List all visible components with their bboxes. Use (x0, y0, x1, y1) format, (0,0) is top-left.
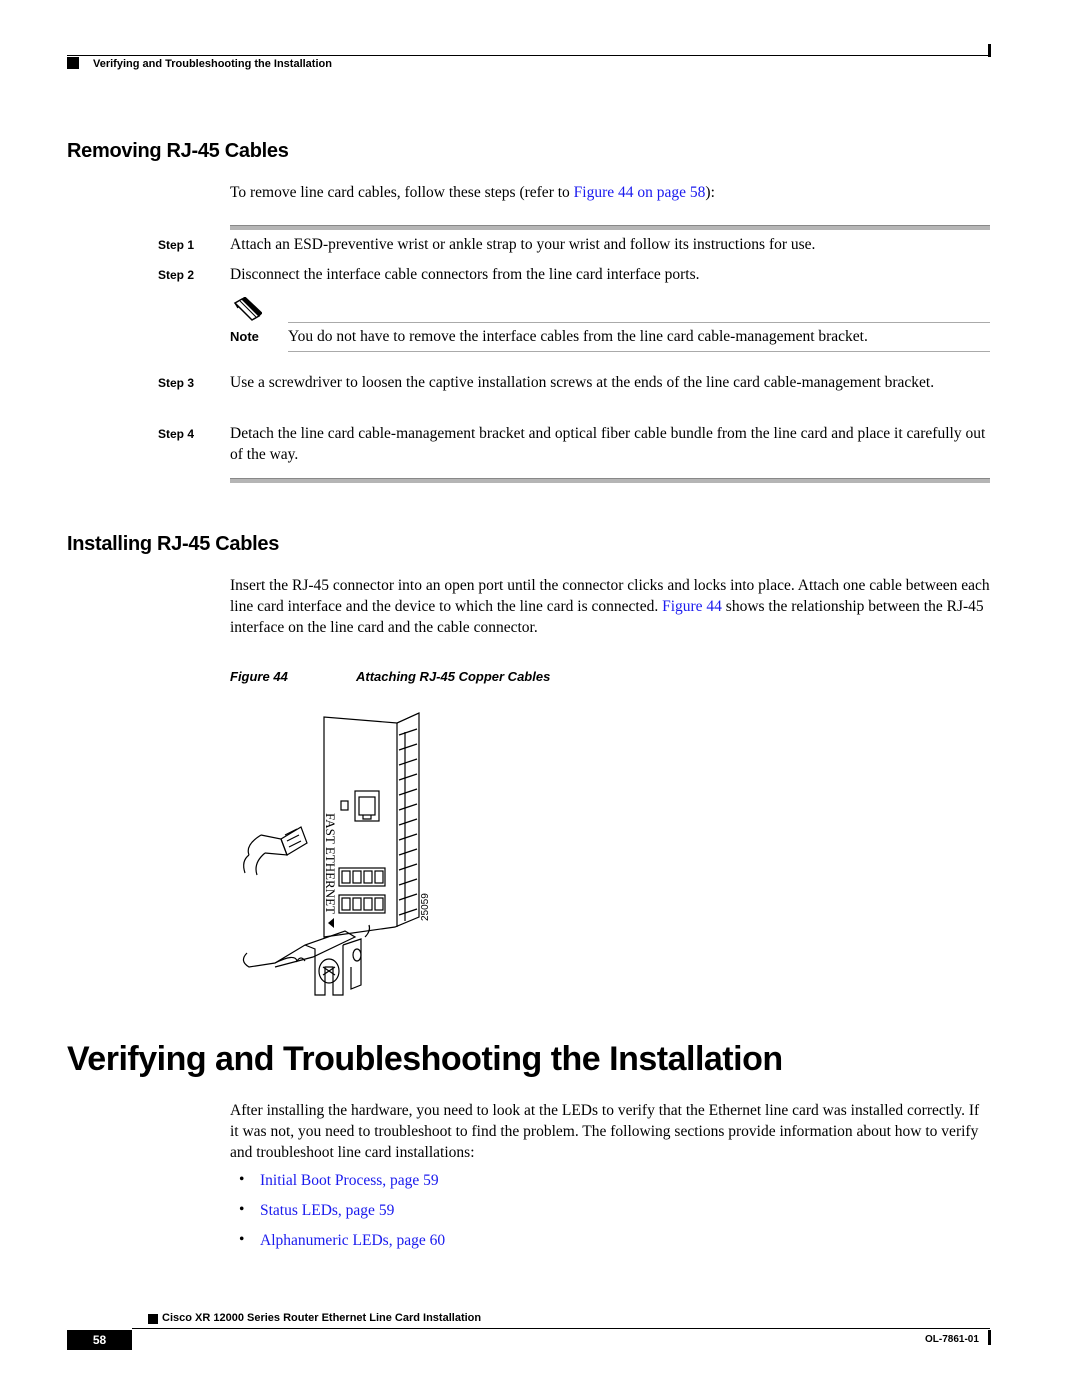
verifying-paragraph: After installing the hardware, you need to look at the LEDs to verify that the Ethernet line card was installed correctly. If it was not, you need to troubleshoot to find the problem. The following sections provide information about how to verify and troubleshoot line card installations: (230, 1102, 980, 1161)
removing-intro: To remove line card cables, follow these steps (refer to Figure 44 on page 58): (230, 184, 715, 201)
section-heading-removing: Removing RJ-45 Cables (67, 140, 289, 162)
header-rule (67, 55, 990, 56)
page-number: 58 (67, 1330, 132, 1350)
list-item (230, 1172, 730, 1202)
note-pencil-icon (232, 297, 262, 321)
step-4-label: Step 4 (158, 427, 195, 441)
link-list (230, 1172, 730, 1262)
procedure-bottom-rule (230, 478, 990, 483)
list-item (230, 1232, 730, 1262)
alphanumeric-leds-link[interactable]: Alphanumeric LEDs, page 60 (260, 1232, 446, 1249)
figure-caption: Attaching RJ-45 Copper Cables (356, 669, 551, 684)
step-1-label: Step 1 (158, 238, 195, 252)
footer-tick (988, 1330, 991, 1345)
footer-doc-number: OL-7861-01 (925, 1334, 979, 1345)
panel-label: FAST ETHERNET (323, 813, 338, 914)
step-3-label: Step 3 (158, 376, 195, 390)
figure-illustration (235, 705, 445, 1005)
procedure-top-rule (230, 225, 990, 230)
step-1-text: Attach an ESD-preventive wrist or ankle strap to your wrist and follow its instructions for use. (230, 236, 816, 253)
bullet-icon: • (239, 1201, 245, 1218)
line-card-drawing (235, 705, 445, 1005)
figure-number: Figure 44 (230, 669, 288, 684)
figure-44-link-2[interactable]: Figure 44 (662, 598, 722, 615)
note-bottom-rule (288, 351, 990, 352)
note-top-rule (288, 322, 990, 323)
bullet-icon: • (239, 1171, 245, 1188)
note-text: You do not have to remove the interface cables from the line card cable-management bracket. (288, 328, 868, 345)
footer-marker (148, 1314, 158, 1324)
footer-rule (132, 1328, 990, 1329)
status-leds-link[interactable]: Status LEDs, page 59 (260, 1202, 395, 1219)
step-4-text: Detach the line card cable-management bracket and optical fiber cable bundle from the line card and place it carefully out of the way. (230, 425, 986, 463)
chapter-title: Verifying and Troubleshooting the Installation (67, 1040, 783, 1078)
step-2-label: Step 2 (158, 268, 195, 282)
initial-boot-process-link[interactable]: Initial Boot Process, page 59 (260, 1172, 439, 1189)
art-id: 25059 (420, 893, 431, 921)
running-header: Verifying and Troubleshooting the Installation (93, 58, 332, 70)
figure-44-link[interactable]: Figure 44 on page 58 (573, 184, 706, 201)
section-heading-installing: Installing RJ-45 Cables (67, 533, 280, 555)
footer-doc-title: Cisco XR 12000 Series Router Ethernet Line Card Installation (162, 1312, 482, 1324)
installing-paragraph: Insert the RJ-45 connector into an open port until the connector clicks and locks into place. Attach one cable between each line card interface and the device to which the line card is connected. Figure 44 shows the relationship between the RJ-45 interface on the line card and the cable connector. (230, 577, 990, 636)
bullet-icon: • (239, 1231, 245, 1248)
step-3-text: Use a screwdriver to loosen the captive installation screws at the ends of the line card cable-management bracket. (230, 374, 935, 391)
list-item (230, 1202, 730, 1232)
note-label: Note (230, 329, 259, 344)
header-marker (67, 57, 79, 69)
step-2-text: Disconnect the interface cable connectors from the line card interface ports. (230, 266, 700, 283)
